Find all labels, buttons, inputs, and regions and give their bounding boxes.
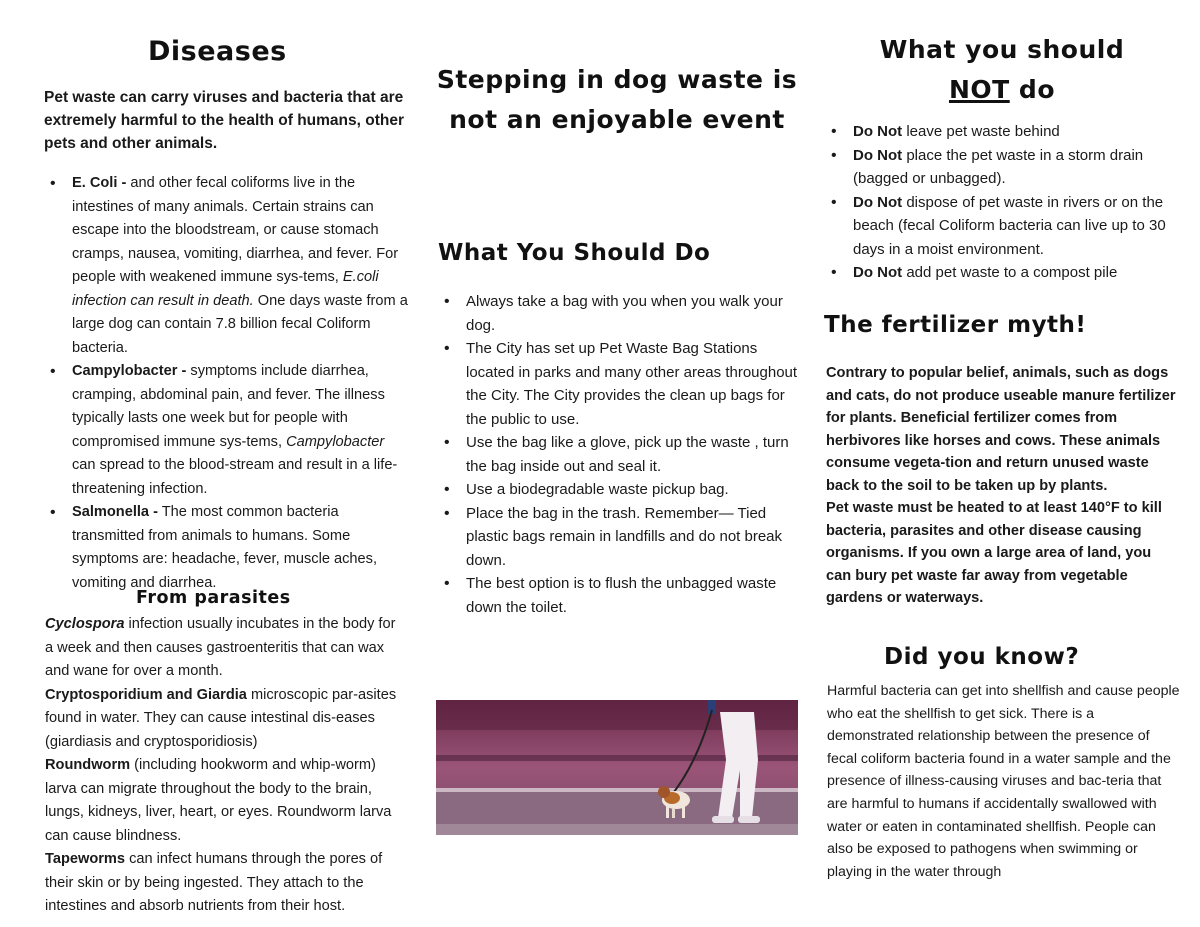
parasite-name: Roundworm (45, 757, 131, 773)
list-item: • The best option is to flush the unbagged waste down the toilet. (466, 572, 800, 619)
not-do-heading-line1: What you should (879, 35, 1125, 64)
dog-walker-illustration (436, 700, 798, 835)
do-not-lead: Do Not (853, 193, 903, 211)
diseases-heading: Diseases (148, 36, 287, 67)
list-item: • Use a biodegradable waste pickup bag. (466, 478, 800, 502)
fertilizer-heading: The fertilizer myth! (824, 312, 1087, 338)
not-do-list (853, 120, 1181, 285)
parasites-section (45, 613, 405, 919)
disease-text: One days waste from a large dog can contain 7.8 billion fecal Coliform bacteria. (72, 292, 408, 356)
stepping-heading: Stepping in dog waste is not an enjoyable event (436, 65, 798, 134)
disease-italic: Campylobacter (286, 433, 385, 450)
not-do-heading-end: do (1009, 75, 1055, 104)
disease-text: and other fecal coliforms live in the intestines of many animals. Certain strains can escape into the bloodstream, or cause stomach cramps, nausea, vomiting, diarrhea, and fever. For people with weakened immune sys-tems, (72, 175, 399, 285)
do-not-text: add pet waste to a compost pile (902, 264, 1118, 281)
disease-italic: E.coli infection can result in death. (72, 269, 379, 309)
parasite-paragraph (45, 613, 405, 684)
list-item (853, 120, 1181, 144)
fertilizer-paragraph: Pet waste must be heated to at least 140°F to kill bacteria, parasites and other disease causing organisms. If you own a large area of land, you can bury pet waste far away from vegetable gardens or waterways. (826, 500, 1162, 606)
disease-text: The most common bacteria transmitted from animals to humans. Some symptoms are: headache, fever, muscle aches, vomiting and diarrhea. (72, 504, 377, 591)
parasite-text: (including hookworm and whip-worm) larva can migrate throughout the body to the brain, lungs, kidneys, liver, heart, or eyes. Roundworm larva can cause blindness. (45, 757, 392, 844)
parasite-name: Cryptosporidium and Giardia (45, 686, 247, 703)
parasite-paragraph (45, 684, 405, 755)
should-do-list (466, 290, 800, 619)
fertilizer-text (826, 362, 1180, 610)
list-item (853, 261, 1181, 285)
list-item-ecoli (72, 172, 408, 360)
parasite-name: Cyclospora (45, 616, 125, 632)
parasites-heading: From parasites (136, 588, 291, 608)
parasite-text: microscopic par-asites found in water. They can cause intestinal dis-eases (giardiasis and cryptosporidiosis) (45, 686, 397, 750)
disease-name: Salmonella - (72, 504, 158, 520)
disease-text: symptoms include diarrhea, cramping, abdominal pain, and fever. The illness typically lasts one week but for people with compromised immune sys-tems, (72, 363, 385, 450)
parasite-text: infection usually incubates in the body for a week and then causes gastroenteritis that can wax and wane for over a month. (45, 616, 396, 679)
did-you-know-text: Harmful bacteria can get into shellfish and cause people who eat the shellfish to get sick. There is a demonstrated relationship between the presence of fecal coliform bacteria found in a water sample and the presence of illness-causing viruses and bac-teria that are harmful to humans if accidentally swallowed with water or eaten in contaminated shellfish. People can also be exposed to pathogens when swimming or playing in the water through (827, 683, 1180, 880)
parasite-name: Tapeworms (45, 851, 126, 867)
did-you-know-heading: Did you know? (884, 644, 1080, 670)
do-not-lead: Do Not (853, 146, 903, 164)
do-not-text: place the pet waste in a storm drain (bagged or unbagged). (853, 146, 1144, 187)
disease-text: can spread to the blood-stream and result in a life-threatening infection. (72, 457, 398, 497)
list-item (853, 144, 1181, 191)
should-do-heading: What You Should Do (438, 240, 711, 266)
list-item: • The City has set up Pet Waste Bag Stations located in parks and many other areas throughout the City. The City provides the clean up bags for the public to use. (466, 337, 800, 431)
do-not-lead: Do Not (853, 264, 903, 281)
do-not-text: dispose of pet waste in rivers or on the beach (fecal Coliform bacteria can live up to 30 days in a moist environment. (853, 193, 1166, 258)
not-emphasis: NOT (948, 75, 1010, 104)
fertilizer-paragraph: Contrary to popular belief, animals, such as dogs and cats, do not produce useable manure fertilizer for plants. Beneficial fertilizer comes from herbivores like horses and cows. These animals consume vegeta-tion and return unused waste back to the soil to be taken up by plants. (826, 365, 1176, 494)
disease-name: Campylobacter - (72, 363, 187, 379)
parasite-paragraph (45, 754, 405, 848)
list-item-salmonella (72, 501, 408, 595)
dog-walker-photo (436, 700, 798, 835)
do-not-lead: Do Not (853, 123, 903, 140)
list-item: • Place the bag in the trash. Remember— Tied plastic bags remain in landfills and do not break down. (466, 502, 800, 573)
diseases-intro: Pet waste can carry viruses and bacteria that are extremely harmful to the health of humans, other pets and other animals. (44, 89, 405, 152)
parasite-text: can infect humans through the pores of their skin or by being ingested. They attach to the intestines and absorb nutrients from their host. (45, 851, 383, 914)
disease-name: E. Coli - (72, 175, 127, 191)
list-item-campylobacter (72, 360, 408, 501)
disease-list (72, 172, 408, 595)
parasite-paragraph (45, 848, 405, 919)
do-not-text: leave pet waste behind (902, 123, 1060, 140)
list-item (853, 191, 1181, 262)
not-do-heading (822, 30, 1182, 110)
list-item: • Always take a bag with you when you walk your dog. (466, 290, 800, 337)
list-item: • Use the bag like a glove, pick up the waste , turn the bag inside out and seal it. (466, 431, 800, 478)
